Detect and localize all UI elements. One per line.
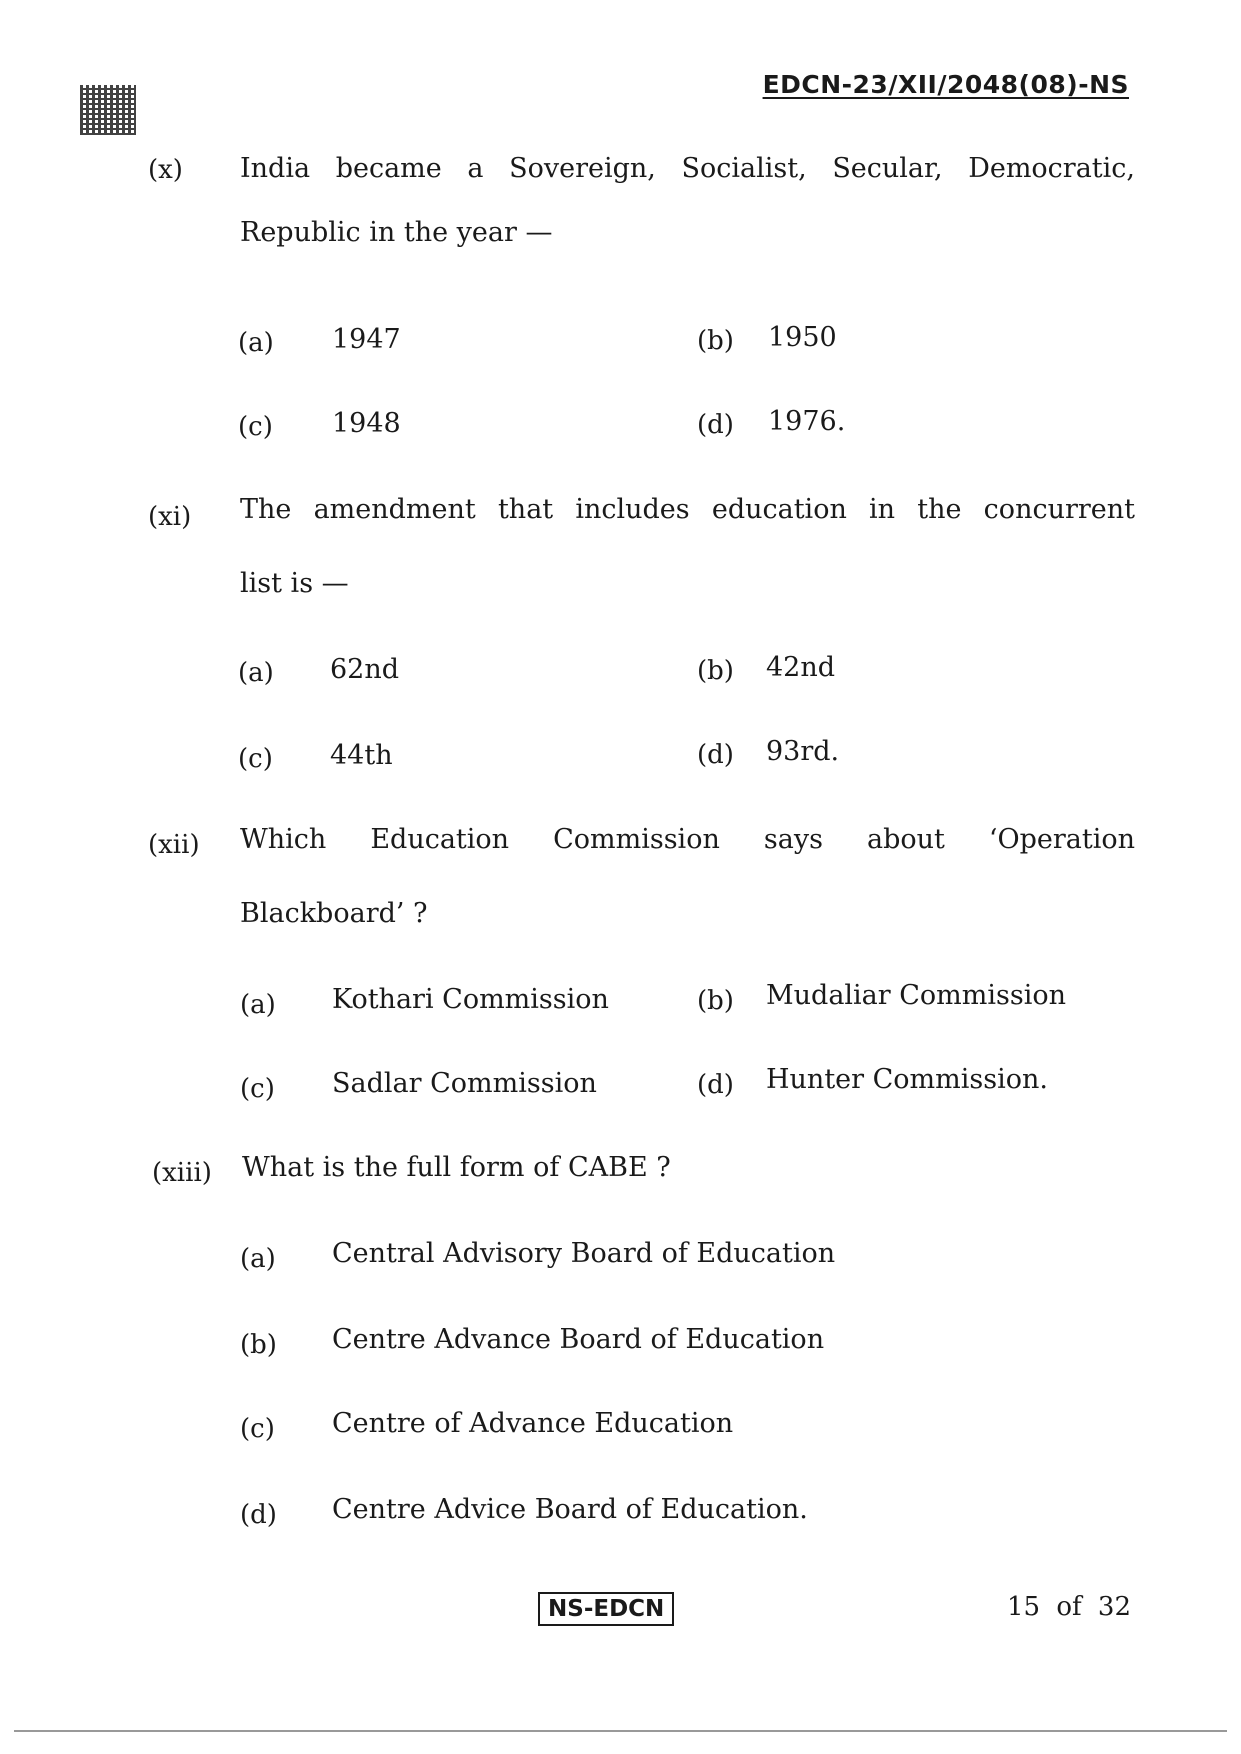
option-label: (c) bbox=[238, 412, 273, 442]
question-text-line2: list is — bbox=[240, 568, 349, 599]
option-label: (b) bbox=[240, 1330, 277, 1360]
option-text: Central Advisory Board of Education bbox=[332, 1238, 836, 1269]
option-text: Centre Advice Board of Education. bbox=[332, 1494, 808, 1525]
option-label: (d) bbox=[697, 1070, 734, 1100]
option-text: Kothari Commission bbox=[332, 984, 609, 1015]
option-text: 1948 bbox=[332, 408, 401, 439]
qr-code-icon bbox=[80, 85, 136, 135]
option-text: 1947 bbox=[332, 324, 401, 355]
question-number: (xi) bbox=[148, 502, 192, 532]
question-text-line1: Which Education Commission says about ‘Operation bbox=[240, 824, 1135, 855]
option-text: 44th bbox=[330, 740, 393, 771]
option-text: Mudaliar Commission bbox=[766, 980, 1067, 1011]
option-label: (a) bbox=[240, 1244, 276, 1274]
paper-code-header: EDCN-23/XII/2048(08)-NS bbox=[762, 70, 1129, 99]
question-text-line1: India became a Sovereign, Socialist, Secular, Democratic, bbox=[240, 153, 1135, 184]
option-label: (d) bbox=[240, 1500, 277, 1530]
question-text-line1: What is the full form of CABE ? bbox=[242, 1152, 671, 1183]
question-text-line1: The amendment that includes education in the concurrent bbox=[240, 494, 1135, 525]
option-label: (d) bbox=[697, 410, 734, 440]
question-number: (x) bbox=[148, 155, 183, 185]
footer-paper-code: NS-EDCN bbox=[538, 1592, 674, 1626]
option-text: 62nd bbox=[330, 654, 400, 685]
bottom-divider bbox=[14, 1730, 1227, 1732]
option-label: (a) bbox=[238, 658, 274, 688]
option-label: (c) bbox=[240, 1074, 275, 1104]
option-label: (a) bbox=[240, 990, 276, 1020]
option-label: (c) bbox=[240, 1414, 275, 1444]
option-label: (b) bbox=[697, 656, 734, 686]
option-text: Centre of Advance Education bbox=[332, 1408, 734, 1439]
question-number: (xii) bbox=[148, 830, 200, 860]
option-text: 93rd. bbox=[766, 736, 840, 767]
option-text: 1950 bbox=[768, 322, 837, 353]
option-text: 1976. bbox=[768, 406, 846, 437]
option-label: (a) bbox=[238, 328, 274, 358]
option-text: 42nd bbox=[766, 652, 836, 683]
page-number: 15 of 32 bbox=[1007, 1592, 1131, 1622]
question-text-line2: Blackboard’ ? bbox=[240, 898, 428, 929]
option-label: (b) bbox=[697, 326, 734, 356]
option-label: (b) bbox=[697, 986, 734, 1016]
question-number: (xiii) bbox=[152, 1158, 212, 1188]
option-label: (c) bbox=[238, 744, 273, 774]
question-text-line2: Republic in the year — bbox=[240, 217, 553, 248]
option-label: (d) bbox=[697, 740, 734, 770]
option-text: Sadlar Commission bbox=[332, 1068, 597, 1099]
option-text: Hunter Commission. bbox=[766, 1064, 1048, 1095]
option-text: Centre Advance Board of Education bbox=[332, 1324, 825, 1355]
